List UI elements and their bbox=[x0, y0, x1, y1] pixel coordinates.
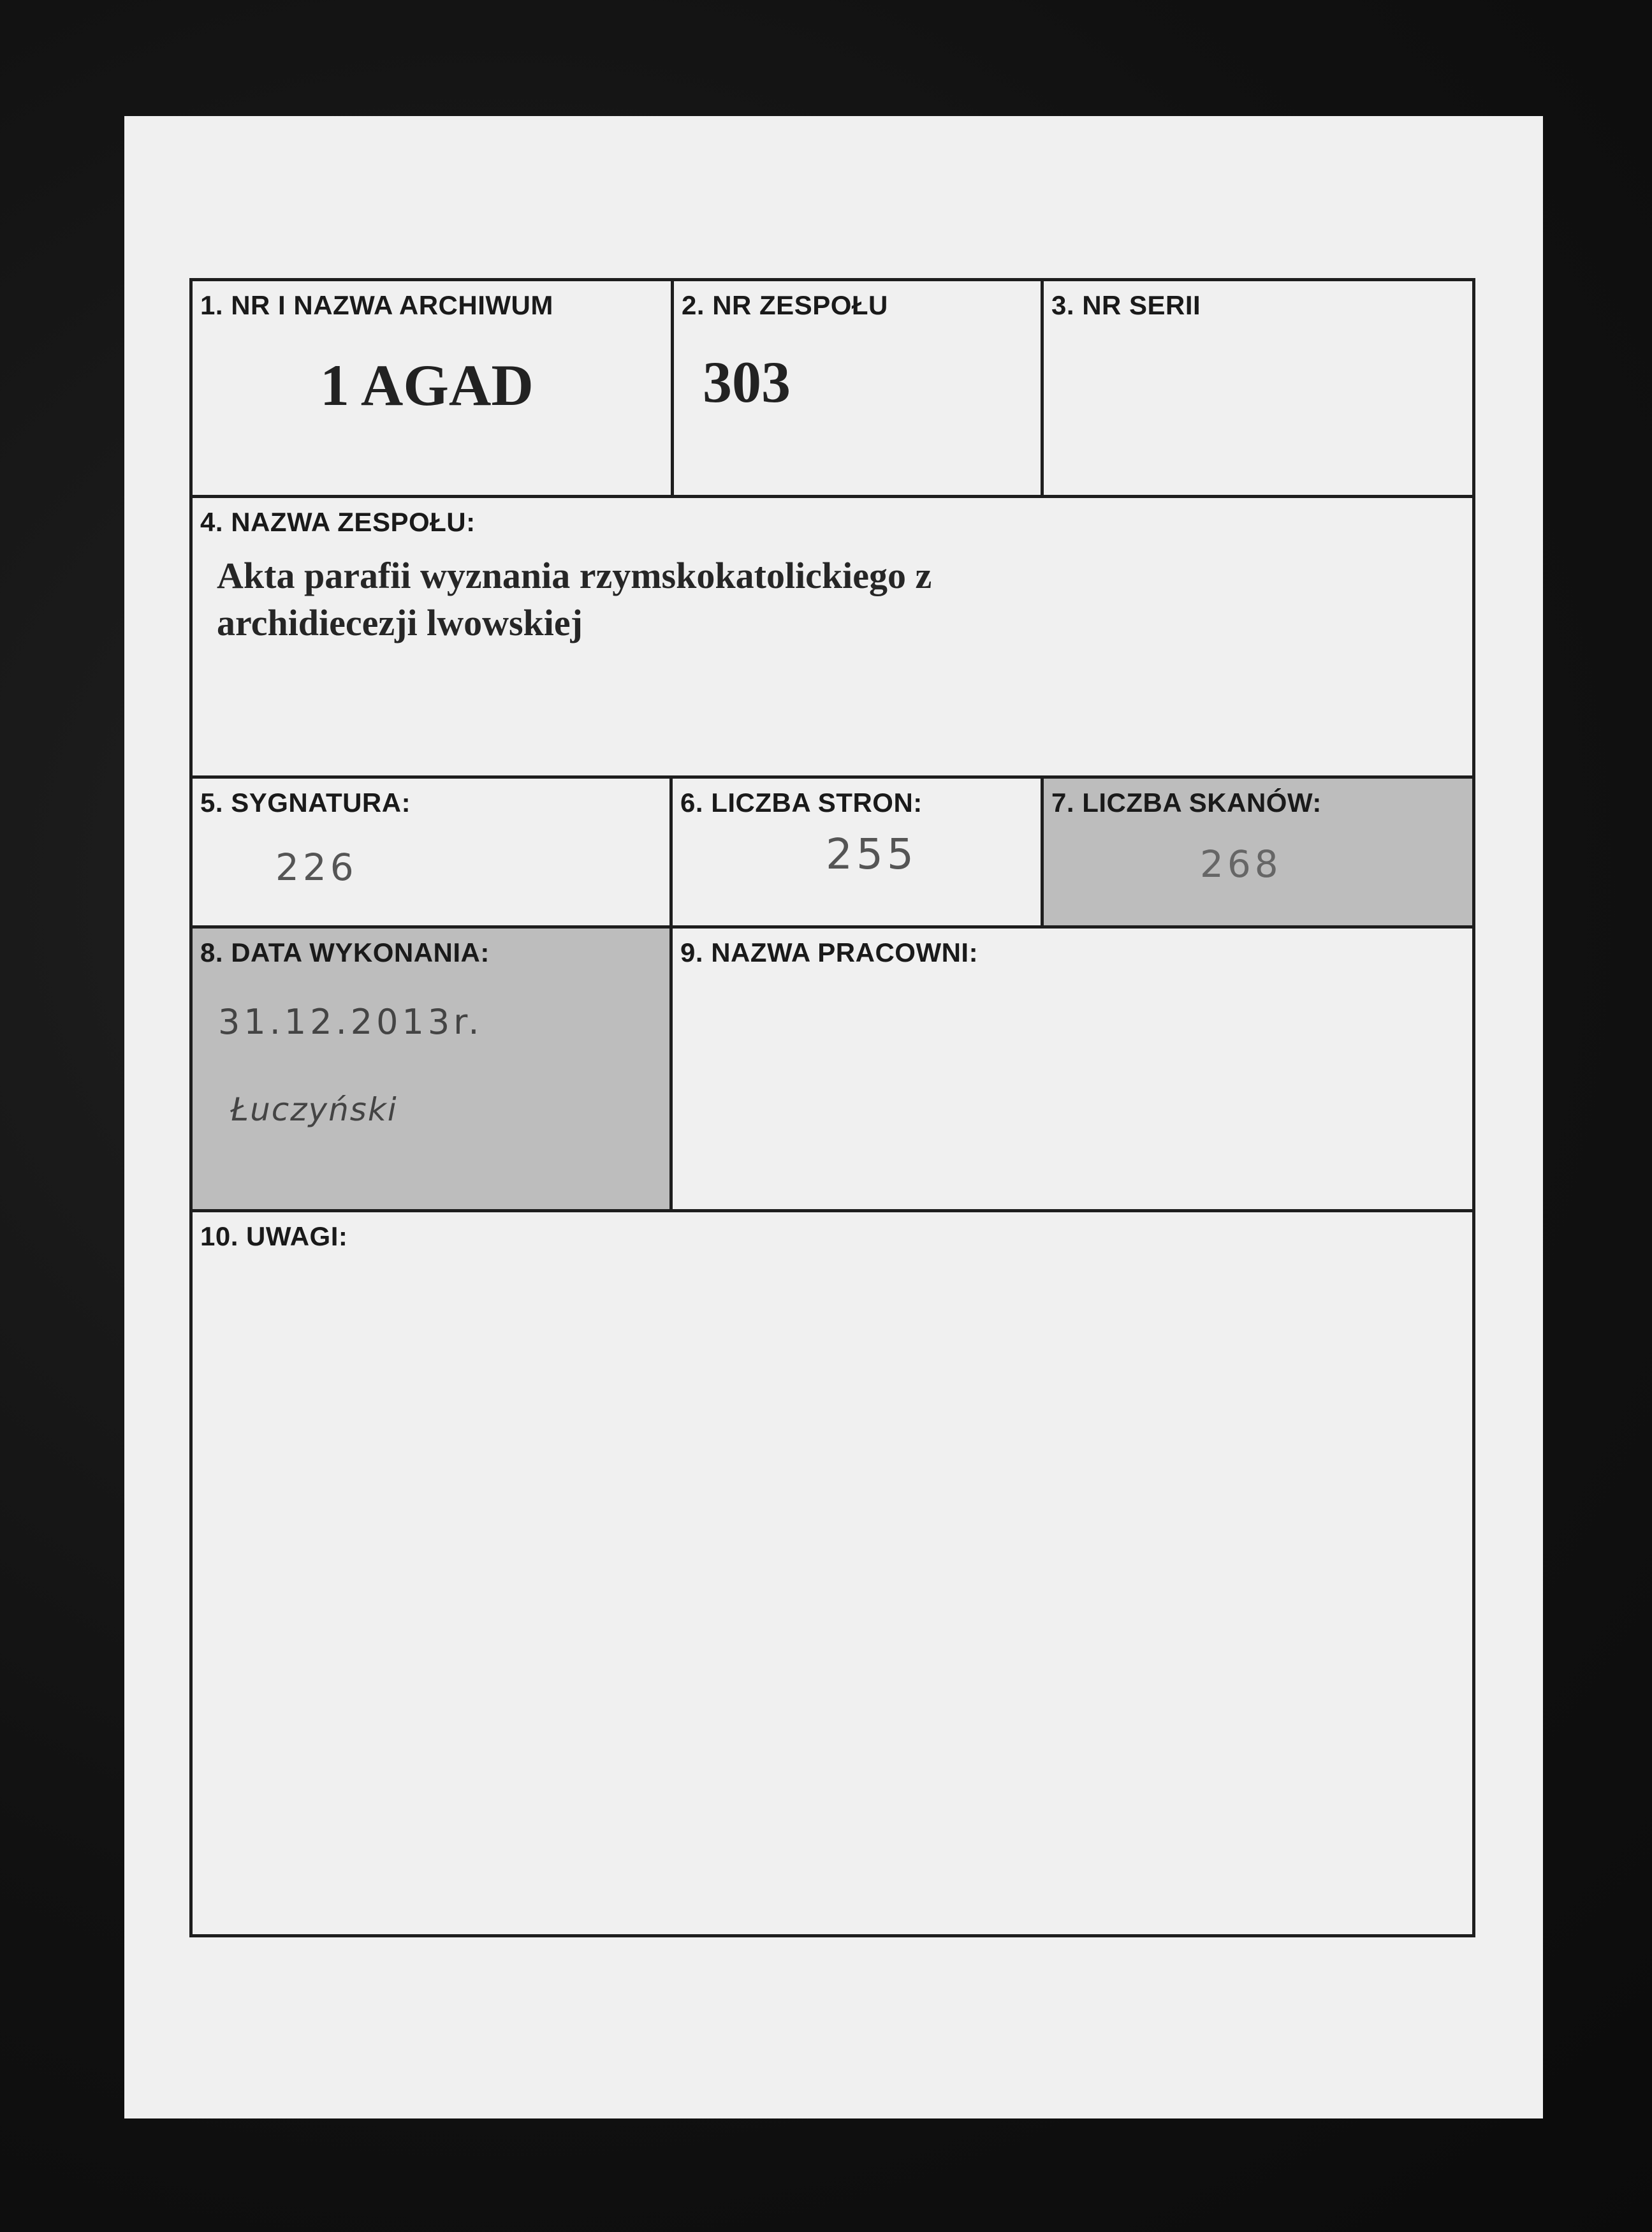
field-workshop-name-label: 9. NAZWA PRACOWNI: bbox=[680, 937, 979, 967]
field-archive-value: 1 AGAD bbox=[320, 353, 534, 418]
field-workshop-name bbox=[669, 925, 1475, 1212]
fonds-name-line-2: archidiecezji lwowskiej bbox=[217, 602, 583, 643]
field-date-done-label: 8. DATA WYKONANIA: bbox=[200, 937, 490, 967]
field-fonds-number bbox=[671, 278, 1044, 498]
field-page-count-label: 6. LICZBA STRON: bbox=[680, 788, 923, 818]
fonds-name-line-1: Akta parafii wyznania rzymskokatolickiego z bbox=[217, 555, 932, 596]
field-series-number bbox=[1041, 278, 1475, 498]
field-fonds-name bbox=[189, 495, 1475, 779]
field-fonds-number-value: 303 bbox=[703, 349, 791, 415]
field-scan-count bbox=[1041, 775, 1475, 929]
field-series-number-label: 3. NR SERII bbox=[1051, 290, 1201, 320]
field-fonds-number-label: 2. NR ZESPOŁU bbox=[682, 290, 888, 320]
field-signature-value: 226 bbox=[275, 846, 358, 889]
field-date-done-value-line-2: Łuczyński bbox=[231, 1091, 398, 1128]
field-scan-count-value: 268 bbox=[1200, 842, 1282, 886]
field-fonds-name-value bbox=[217, 552, 1301, 647]
field-signature bbox=[189, 775, 673, 929]
field-signature-label: 5. SYGNATURA: bbox=[200, 788, 411, 818]
field-fonds-name-label: 4. NAZWA ZESPOŁU: bbox=[200, 507, 476, 537]
field-date-done-value-line-1: 31.12.2013r. bbox=[218, 1002, 483, 1042]
field-remarks bbox=[189, 1209, 1475, 1937]
field-scan-count-label: 7. LICZBA SKANÓW: bbox=[1051, 788, 1322, 818]
field-archive bbox=[189, 278, 674, 498]
field-page-count-value: 255 bbox=[826, 830, 917, 879]
field-archive-label: 1. NR I NAZWA ARCHIWUM bbox=[200, 290, 553, 320]
field-remarks-label: 10. UWAGI: bbox=[200, 1221, 348, 1251]
field-date-done bbox=[189, 925, 673, 1212]
field-page-count bbox=[669, 775, 1044, 929]
archive-card bbox=[124, 116, 1543, 2118]
